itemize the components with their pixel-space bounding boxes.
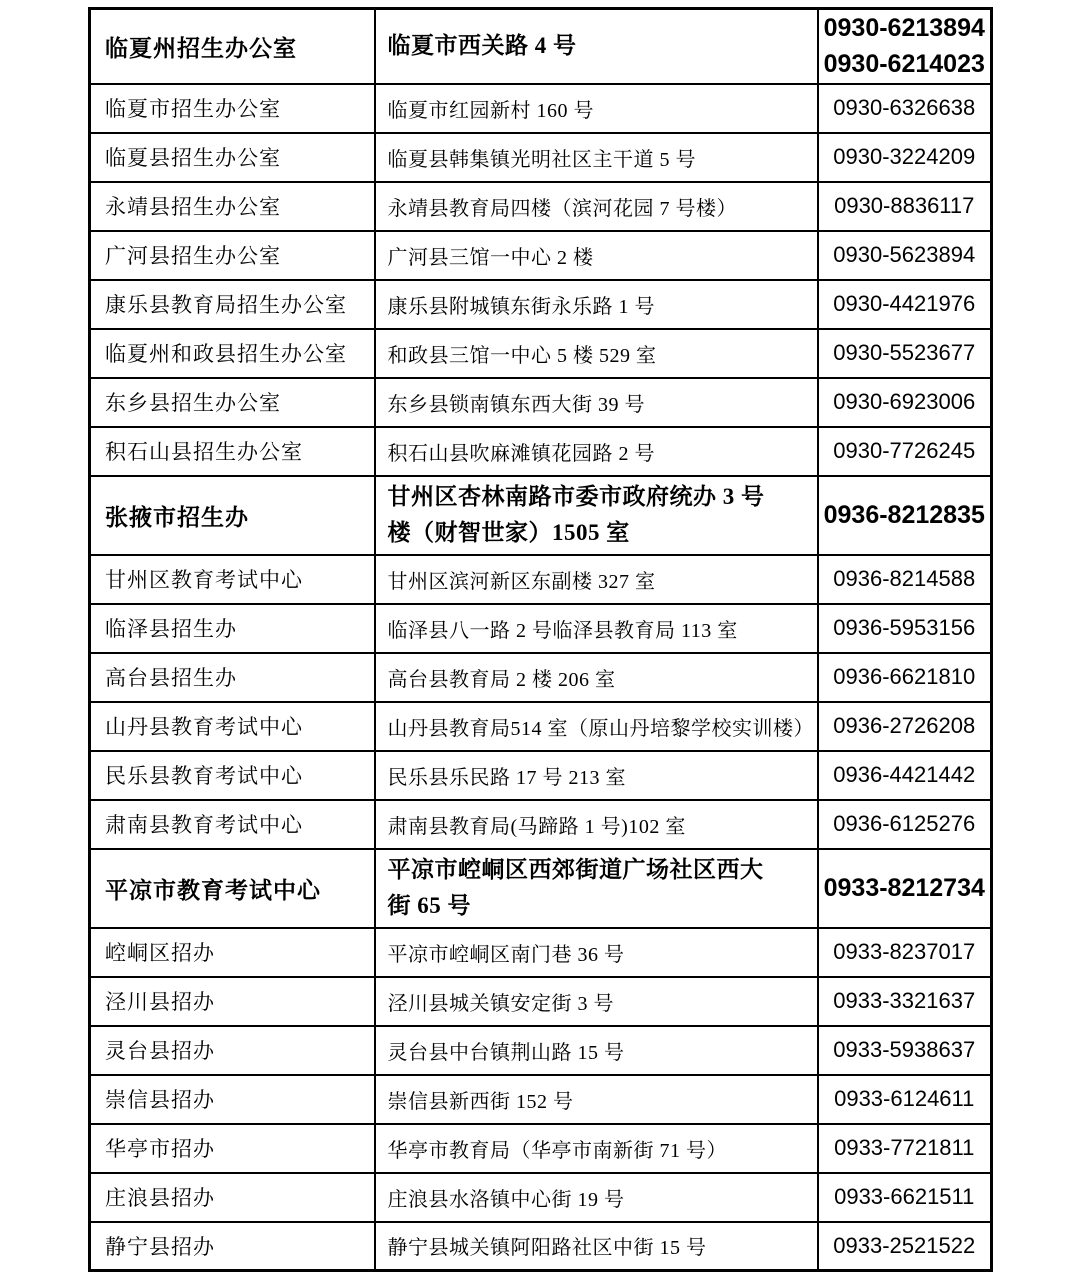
contact-table — [88, 7, 993, 1272]
office-name-cell: 临夏州招生办公室 — [90, 9, 375, 84]
office-name-cell: 东乡县招生办公室 — [90, 378, 375, 427]
phone-cell — [818, 800, 992, 849]
phone-number: 0933-2521522 — [833, 1232, 976, 1258]
address-cell: 甘州区杏林南路市委市政府统办 3 号楼（财智世家）1505 室 — [375, 476, 818, 555]
office-name-cell: 崇信县招办 — [90, 1075, 375, 1124]
phone-number: 0936-2726208 — [833, 713, 976, 738]
phone-number: 0933-5938637 — [833, 1037, 976, 1062]
phone-cell — [818, 1173, 992, 1222]
table-row — [90, 1075, 992, 1124]
office-name-cell: 张掖市招生办 — [90, 476, 375, 555]
phone-number: 0936-8212835 — [823, 500, 985, 529]
table-row — [90, 427, 992, 476]
phone-cell — [818, 977, 992, 1026]
table-row — [90, 928, 992, 977]
phone-number: 0933-6124611 — [834, 1086, 975, 1111]
address-cell: 山丹县教育局514 室（原山丹培黎学校实训楼） — [375, 702, 818, 751]
office-name-cell: 临夏市招生办公室 — [90, 84, 375, 133]
table-row — [90, 653, 992, 702]
phone-number: 0933-7721811 — [834, 1135, 975, 1160]
table-row — [90, 702, 992, 751]
phone-cell — [818, 604, 992, 653]
phone-number: 0930-7726245 — [833, 438, 976, 463]
phone-number: 0936-8214588 — [833, 566, 976, 591]
phone-cell — [818, 555, 992, 604]
phone-cell — [818, 1075, 992, 1124]
phone-cell — [818, 280, 992, 329]
address-cell: 临夏县韩集镇光明社区主干道 5 号 — [375, 133, 818, 182]
table-row — [90, 329, 992, 378]
office-name-cell: 广河县招生办公室 — [90, 231, 375, 280]
address-cell: 华亭市教育局（华亭市南新街 71 号） — [375, 1124, 818, 1173]
phone-number: 0930-6214023 — [823, 50, 985, 79]
phone-cell — [818, 84, 992, 133]
phone-cell — [818, 329, 992, 378]
table-row — [90, 1026, 992, 1075]
office-name-cell: 灵台县招办 — [90, 1026, 375, 1075]
address-cell: 和政县三馆一中心 5 楼 529 室 — [375, 329, 818, 378]
phone-cell — [818, 653, 992, 702]
phone-number: 0933-3321637 — [833, 988, 976, 1013]
address-cell: 甘州区滨河新区东副楼 327 室 — [375, 555, 818, 604]
phone-cell — [818, 133, 992, 182]
phone-number: 0936-4421442 — [833, 762, 976, 787]
phone-cell — [818, 231, 992, 280]
address-cell: 庄浪县水洛镇中心街 19 号 — [375, 1173, 818, 1222]
address-cell: 静宁县城关镇阿阳路社区中街 15 号 — [375, 1222, 818, 1271]
table-row — [90, 182, 992, 231]
table-row — [90, 1173, 992, 1222]
table-row — [90, 555, 992, 604]
phone-number: 0930-5623894 — [833, 242, 976, 267]
phone-number: 0930-5523677 — [833, 340, 976, 365]
phone-cell — [818, 928, 992, 977]
address-cell: 东乡县锁南镇东西大街 39 号 — [375, 378, 818, 427]
address-cell: 平凉市崆峒区南门巷 36 号 — [375, 928, 818, 977]
phone-cell — [818, 378, 992, 427]
office-name-cell: 民乐县教育考试中心 — [90, 751, 375, 800]
office-name-cell: 康乐县教育局招生办公室 — [90, 280, 375, 329]
table-row — [90, 378, 992, 427]
phone-number: 0930-6213894 — [823, 14, 985, 42]
address-cell: 民乐县乐民路 17 号 213 室 — [375, 751, 818, 800]
phone-number: 0930-6923006 — [833, 389, 976, 414]
phone-number: 0930-8836117 — [834, 193, 975, 218]
phone-cell — [818, 1222, 992, 1271]
phone-number: 0936-6621810 — [833, 664, 976, 689]
address-cell: 临夏市红园新村 160 号 — [375, 84, 818, 133]
phone-cell — [818, 427, 992, 476]
office-name-cell: 临夏州和政县招生办公室 — [90, 329, 375, 378]
office-name-cell: 临泽县招生办 — [90, 604, 375, 653]
office-name-cell: 静宁县招办 — [90, 1222, 375, 1271]
phone-number: 0933-8212734 — [823, 873, 985, 902]
office-name-cell: 山丹县教育考试中心 — [90, 702, 375, 751]
table-row — [90, 1222, 992, 1271]
address-cell: 崇信县新西街 152 号 — [375, 1075, 818, 1124]
address-cell: 平凉市崆峒区西郊街道广场社区西大街 65 号 — [375, 849, 818, 928]
address-cell: 临泽县八一路 2 号临泽县教育局 113 室 — [375, 604, 818, 653]
table-row — [90, 604, 992, 653]
phone-cell — [818, 702, 992, 751]
office-name-cell: 临夏县招生办公室 — [90, 133, 375, 182]
phone-cell — [818, 1026, 992, 1075]
office-name-cell: 积石山县招生办公室 — [90, 427, 375, 476]
table-row — [90, 849, 992, 928]
address-cell: 广河县三馆一中心 2 楼 — [375, 231, 818, 280]
address-cell: 高台县教育局 2 楼 206 室 — [375, 653, 818, 702]
office-name-cell: 庄浪县招办 — [90, 1173, 375, 1222]
address-cell: 积石山县吹麻滩镇花园路 2 号 — [375, 427, 818, 476]
phone-cell — [818, 1124, 992, 1173]
office-name-cell: 泾川县招办 — [90, 977, 375, 1026]
table-row — [90, 751, 992, 800]
address-cell: 肃南县教育局(马蹄路 1 号)102 室 — [375, 800, 818, 849]
phone-number: 0933-6621511 — [834, 1184, 975, 1209]
address-cell: 永靖县教育局四楼（滨河花园 7 号楼） — [375, 182, 818, 231]
phone-number: 0930-4421976 — [833, 291, 976, 316]
table-row — [90, 9, 992, 84]
office-name-cell: 崆峒区招办 — [90, 928, 375, 977]
contact-table-body — [90, 9, 992, 1271]
phone-cell — [818, 849, 992, 928]
office-name-cell: 肃南县教育考试中心 — [90, 800, 375, 849]
office-name-cell: 高台县招生办 — [90, 653, 375, 702]
office-name-cell: 平凉市教育考试中心 — [90, 849, 375, 928]
phone-cell — [818, 751, 992, 800]
table-row — [90, 977, 992, 1026]
phone-cell — [818, 9, 992, 84]
phone-number: 0930-6326638 — [833, 95, 976, 120]
table-row — [90, 133, 992, 182]
address-cell: 康乐县附城镇东街永乐路 1 号 — [375, 280, 818, 329]
table-row — [90, 280, 992, 329]
address-cell: 灵台县中台镇荆山路 15 号 — [375, 1026, 818, 1075]
table-row — [90, 231, 992, 280]
phone-number: 0936-5953156 — [833, 615, 976, 640]
address-cell: 临夏市西关路 4 号 — [375, 9, 818, 84]
phone-cell — [818, 182, 992, 231]
table-row — [90, 476, 992, 555]
phone-cell — [818, 476, 992, 555]
phone-number: 0933-8237017 — [833, 939, 976, 964]
phone-number: 0936-6125276 — [833, 811, 976, 836]
table-row — [90, 84, 992, 133]
office-name-cell: 永靖县招生办公室 — [90, 182, 375, 231]
office-name-cell: 华亭市招办 — [90, 1124, 375, 1173]
phone-number: 0930-3224209 — [833, 144, 976, 169]
office-name-cell: 甘州区教育考试中心 — [90, 555, 375, 604]
table-row — [90, 800, 992, 849]
table-row — [90, 1124, 992, 1173]
address-cell: 泾川县城关镇安定街 3 号 — [375, 977, 818, 1026]
